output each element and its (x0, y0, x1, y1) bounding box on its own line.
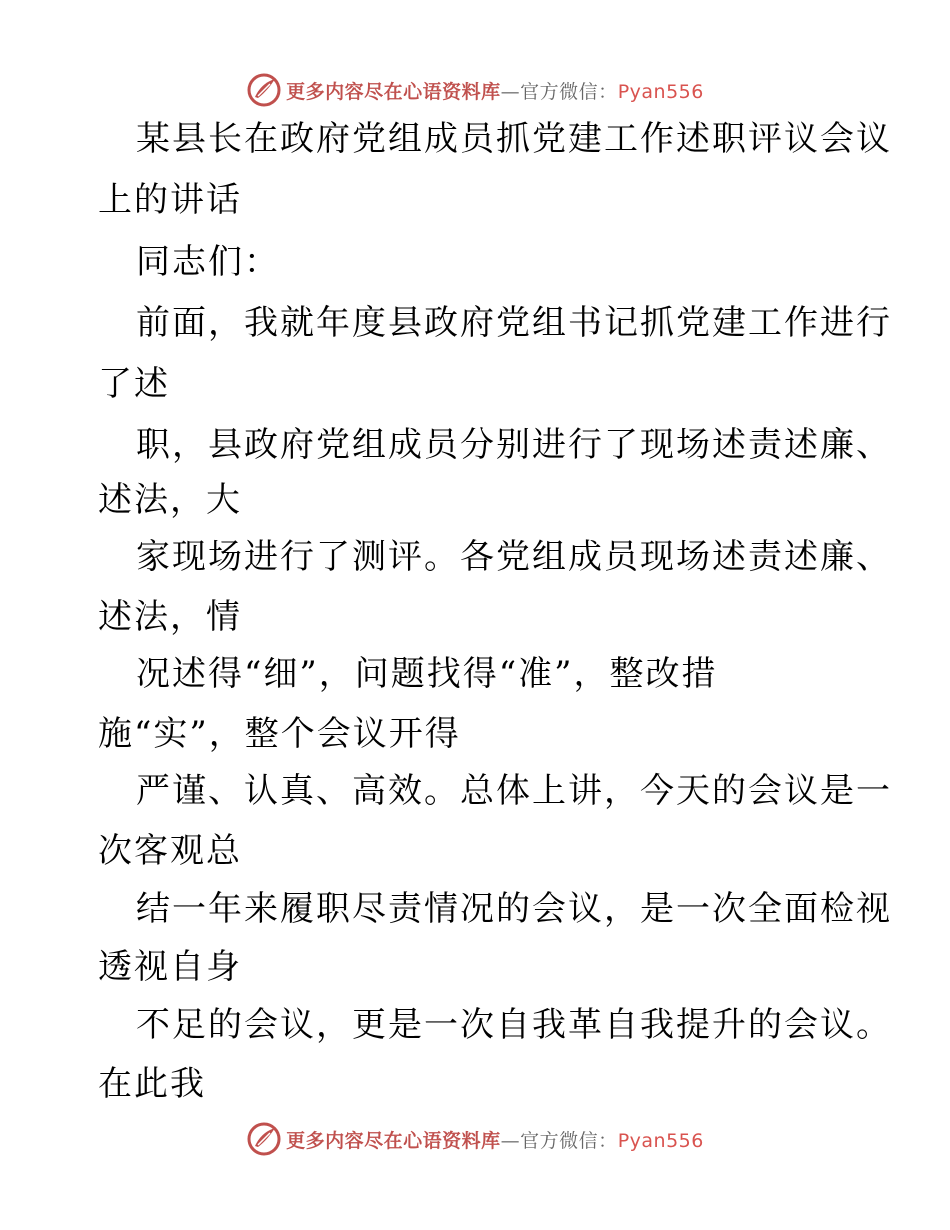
watermark-brand: 更多内容尽在心语资料库 (286, 80, 501, 103)
text-line: 施“实”，整个会议开得 (98, 714, 461, 754)
footer-watermark (0, 1117, 950, 1161)
text-line: 透视自身 (98, 947, 242, 987)
watermark-text (286, 77, 704, 104)
text-line: 述法，情 (98, 597, 242, 637)
text-line: 了述 (98, 364, 170, 404)
watermark-separator: — (500, 1129, 521, 1152)
text-line: 上的讲话 (98, 180, 242, 220)
text-line: 不足的会议，更是一次自我革自我提升的会议。 (136, 1005, 892, 1045)
feather-pen-icon (246, 72, 282, 108)
text-line: 结一年来履职尽责情况的会议，是一次全面检视 (136, 889, 892, 929)
watermark-label: 官方微信： (520, 1129, 618, 1152)
watermark-id: Pyan556 (617, 1129, 704, 1152)
watermark-label: 官方微信： (520, 80, 618, 103)
text-line: 次客观总 (98, 831, 242, 871)
watermark-separator: — (500, 80, 521, 103)
text-line: 家现场进行了测评。各党组成员现场述责述廉、 (136, 537, 892, 577)
text-line: 况述得“细”，问题找得“准”，整改措 (136, 654, 718, 694)
text-line: 同志们： (136, 242, 280, 282)
text-line: 严谨、认真、高效。总体上讲，今天的会议是一 (136, 771, 892, 811)
text-line: 在此我 (98, 1064, 206, 1104)
feather-pen-icon (246, 1121, 282, 1157)
text-line: 职，县政府党组成员分别进行了现场述责述廉、 (136, 425, 892, 465)
watermark-id: Pyan556 (617, 80, 704, 103)
header-watermark (0, 68, 950, 112)
text-line: 前面，我就年度县政府党组书记抓党建工作进行 (136, 303, 892, 343)
text-line: 述法，大 (98, 480, 242, 520)
watermark-brand: 更多内容尽在心语资料库 (286, 1129, 501, 1152)
text-line: 某县长在政府党组成员抓党建工作述职评议会议 (136, 119, 892, 159)
watermark-text (286, 1126, 704, 1153)
